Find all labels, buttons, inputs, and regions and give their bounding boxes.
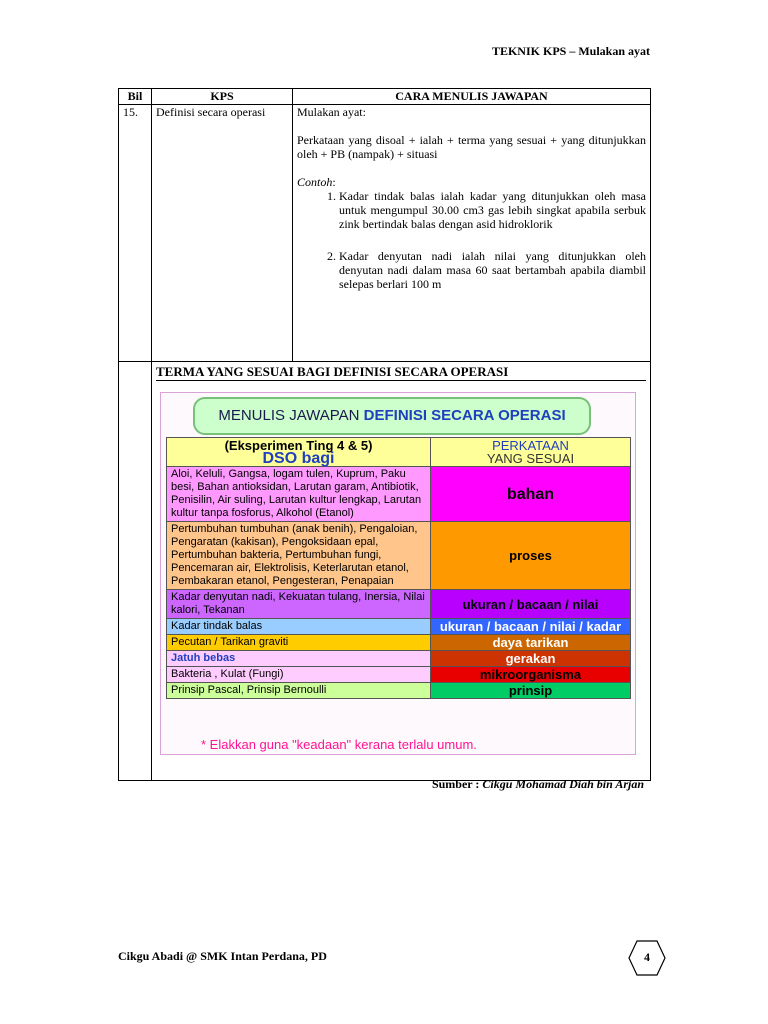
col-cara: CARA MENULIS JAWAPAN <box>293 89 651 105</box>
formula-text: Perkataan yang disoal + ialah + terma yang sesuai + yang ditunjukkan oleh + PB (nampak) + situasi <box>297 133 646 161</box>
col-kps: KPS <box>152 89 293 105</box>
dso-row-left: Kadar denyutan nadi, Kekuatan tulang, Inersia, Nilai kalori, Tekanan <box>167 590 431 619</box>
row-cara <box>293 105 651 362</box>
dso-row-right: bahan <box>431 467 631 522</box>
dso-header-left: (Eksperimen Ting 4 & 5) DSO bagi <box>167 438 431 467</box>
dso-row-left: Jatuh bebas <box>167 651 431 667</box>
dso-note: * Elakkan guna "keadaan" kerana terlalu umum. <box>201 737 477 752</box>
terma-title: TERMA YANG SESUAI BAGI DEFINISI SECARA OPERASI <box>156 364 646 381</box>
page-number: 4 <box>644 950 650 964</box>
dso-row-left: Bakteria , Kulat (Fungi) <box>167 667 431 683</box>
dso-row-right: ukuran / bacaan / nilai / kadar <box>431 619 631 635</box>
dso-image <box>160 392 636 755</box>
dso-row-left: Aloi, Keluli, Gangsa, logam tulen, Kuprum, Paku besi, Bahan antioksidan, Larutan garam, Antibiotik, Penisilin, Air suling, Larutan kultur lengkap, Larutan kultur tanpa fosforus, Alkohol (Etanol) <box>167 467 431 522</box>
page-number-badge <box>628 940 666 976</box>
footer-author: Cikgu Abadi @ SMK Intan Perdana, PD <box>118 949 327 963</box>
table-row <box>119 105 651 362</box>
examples-list <box>297 189 646 291</box>
table-header-row <box>119 89 651 105</box>
dso-row-right: prinsip <box>431 683 631 699</box>
intro-text: Mulakan ayat: <box>297 105 366 119</box>
dso-row-right: ukuran / bacaan / nilai <box>431 590 631 619</box>
row-bil: 15. <box>119 105 152 362</box>
dso-row-left: Kadar tindak balas <box>167 619 431 635</box>
dso-row-right: mikroorganisma <box>431 667 631 683</box>
sumber: Sumber : Cikgu Mohamad Diah bin Arjan <box>431 777 644 791</box>
contoh-label: Contoh: <box>297 175 336 189</box>
dso-row-right: daya tarikan <box>431 635 631 651</box>
dso-row-right: proses <box>431 522 631 590</box>
example-item: 2. Kadar denyutan nadi ialah nilai yang ditunjukkan oleh denyutan nadi dalam masa 60 saat bertambah apabila diambil selepas berlari 100 m <box>339 249 646 291</box>
dso-row-left: Pecutan / Tarikan graviti <box>167 635 431 651</box>
dso-row-left: Prinsip Pascal, Prinsip Bernoulli <box>167 683 431 699</box>
col-bil: Bil <box>119 89 152 105</box>
example-item: 1. Kadar tindak balas ialah kadar yang ditunjukkan oleh masa untuk mengumpul 30.00 cm3 gas lebih singkat apabila serbuk zink bertindak balas dengan asid hidroklorik <box>339 189 646 231</box>
dso-row-right: gerakan <box>431 651 631 667</box>
page-header: TEKNIK KPS – Mulakan ayat <box>491 44 650 58</box>
dso-title: MENULIS JAWAPAN DEFINISI SECARA OPERASI <box>193 397 591 435</box>
dso-row-left: Pertumbuhan tumbuhan (anak benih), Pengaloian, Pengaratan (kakisan), Pengoksidaan epal, Pertumbuhan bakteria, Pertumbuhan fungi, Pencemaran air, Elektrolisis, Keterlarutan etanol, Pembakaran etanol, Pengesteran, Penapaian <box>167 522 431 590</box>
row-kps: Definisi secara operasi <box>152 105 293 362</box>
dso-header-right: PERKATAAN YANG SESUAI <box>431 438 631 467</box>
dso-table <box>166 437 631 699</box>
